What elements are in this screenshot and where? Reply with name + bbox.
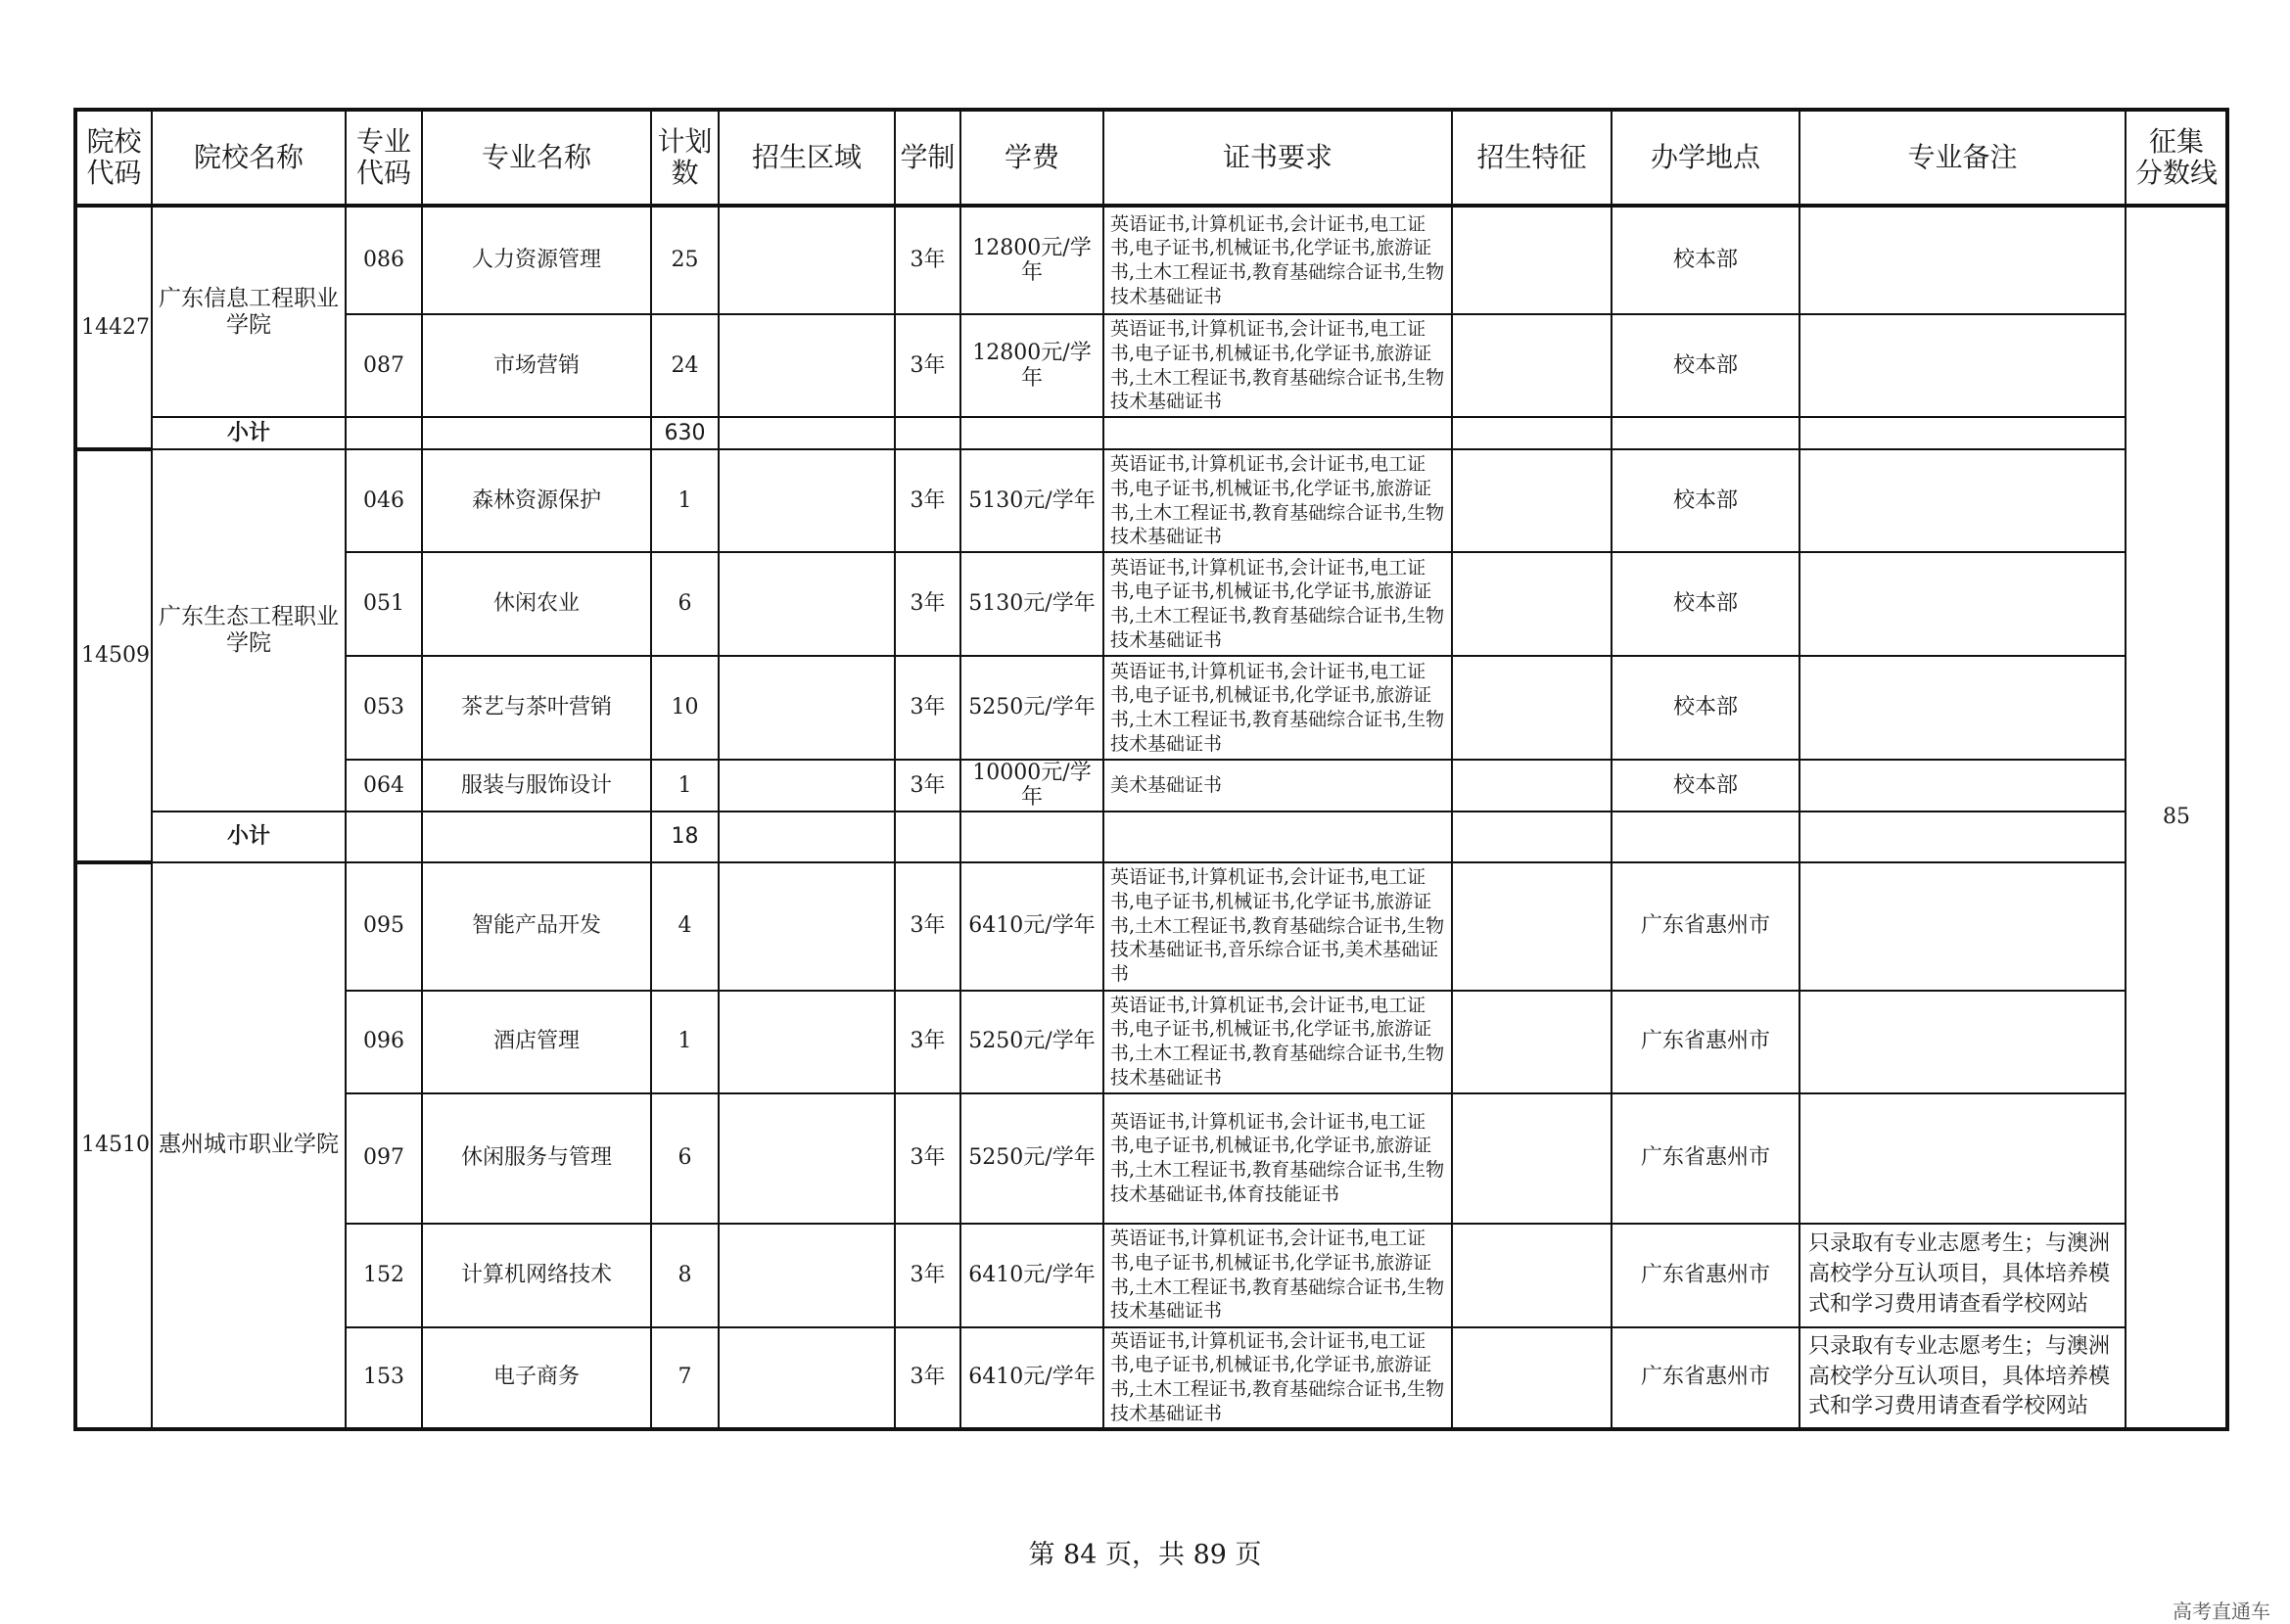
table-row	[75, 552, 2227, 656]
empty-cell	[1103, 812, 1452, 862]
empty-cell	[719, 417, 895, 449]
school-name: 惠州城市职业学院	[152, 862, 346, 1429]
duration: 3年	[895, 991, 960, 1093]
region	[719, 862, 895, 991]
major-name: 茶艺与茶叶营销	[422, 656, 651, 760]
subtotal-plan: 18	[651, 812, 719, 862]
table-header-row	[75, 110, 2227, 206]
major-note	[1799, 760, 2126, 812]
duration: 3年	[895, 1093, 960, 1224]
major-note	[1799, 991, 2126, 1093]
cert-requirement: 英语证书,计算机证书,会计证书,电工证书,电子证书,机械证书,化学证书,旅游证书,土木工程证书,教育基础综合证书,生物技术基础证书,体育技能证书	[1103, 1093, 1452, 1224]
enrollment-feature	[1452, 1327, 1612, 1429]
duration: 3年	[895, 449, 960, 552]
tuition-fee: 5250元/学年	[960, 991, 1103, 1093]
tuition-fee: 12800元/学年	[960, 206, 1103, 314]
plan-count: 6	[651, 552, 719, 656]
major-code: 095	[346, 862, 422, 991]
empty-cell	[346, 812, 422, 862]
watermark: 高考直通车	[2173, 1600, 2270, 1623]
cert-requirement: 英语证书,计算机证书,会计证书,电工证书,电子证书,机械证书,化学证书,旅游证书,土木工程证书,教育基础综合证书,生物技术基础证书	[1103, 449, 1452, 552]
page-number: 第 84 页，共 89 页	[1028, 1540, 1262, 1570]
duration: 3年	[895, 862, 960, 991]
major-name: 酒店管理	[422, 991, 651, 1093]
region	[719, 991, 895, 1093]
plan-count: 8	[651, 1224, 719, 1327]
plan-count: 7	[651, 1327, 719, 1429]
major-name: 市场营销	[422, 314, 651, 417]
campus-location: 广东省惠州市	[1612, 1093, 1799, 1224]
subtotal-plan: 630	[651, 417, 719, 449]
tuition-fee: 5250元/学年	[960, 1093, 1103, 1224]
school-code: 14510	[75, 862, 152, 1429]
major-note	[1799, 449, 2126, 552]
school-code: 14509	[75, 449, 152, 862]
region	[719, 314, 895, 417]
duration: 3年	[895, 1327, 960, 1429]
cert-requirement: 英语证书,计算机证书,会计证书,电工证书,电子证书,机械证书,化学证书,旅游证书,土木工程证书,教育基础综合证书,生物技术基础证书	[1103, 314, 1452, 417]
enrollment-feature	[1452, 449, 1612, 552]
cert-requirement: 英语证书,计算机证书,会计证书,电工证书,电子证书,机械证书,化学证书,旅游证书,土木工程证书,教育基础综合证书,生物技术基础证书	[1103, 991, 1452, 1093]
region	[719, 656, 895, 760]
campus-location: 校本部	[1612, 656, 1799, 760]
score-line-value: 85	[2126, 206, 2227, 1429]
empty-cell	[346, 417, 422, 449]
region	[719, 206, 895, 314]
enrollment-feature	[1452, 656, 1612, 760]
plan-count: 25	[651, 206, 719, 314]
tuition-fee: 6410元/学年	[960, 1224, 1103, 1327]
major-code: 053	[346, 656, 422, 760]
tuition-fee: 12800元/学年	[960, 314, 1103, 417]
major-name: 休闲服务与管理	[422, 1093, 651, 1224]
table-row	[75, 656, 2227, 760]
major-code: 096	[346, 991, 422, 1093]
empty-cell	[422, 812, 651, 862]
header-note: 专业备注	[1799, 110, 2126, 206]
region	[719, 760, 895, 812]
school-name: 广东生态工程职业学院	[152, 449, 346, 812]
cert-requirement: 英语证书,计算机证书,会计证书,电工证书,电子证书,机械证书,化学证书,旅游证书,土木工程证书,教育基础综合证书,生物技术基础证书	[1103, 1224, 1452, 1327]
plan-count: 24	[651, 314, 719, 417]
table-row	[75, 1327, 2227, 1429]
tuition-fee: 5130元/学年	[960, 552, 1103, 656]
header-region: 招生区域	[719, 110, 895, 206]
campus-location: 广东省惠州市	[1612, 862, 1799, 991]
enrollment-feature	[1452, 1093, 1612, 1224]
empty-cell	[895, 812, 960, 862]
campus-location: 校本部	[1612, 760, 1799, 812]
enrollment-feature	[1452, 1224, 1612, 1327]
major-code: 046	[346, 449, 422, 552]
table-row	[75, 449, 2227, 552]
region	[719, 1093, 895, 1224]
table-row	[75, 862, 2227, 991]
tuition-fee: 10000元/学年	[960, 760, 1103, 812]
duration: 3年	[895, 314, 960, 417]
major-code: 097	[346, 1093, 422, 1224]
cert-requirement: 英语证书,计算机证书,会计证书,电工证书,电子证书,机械证书,化学证书,旅游证书,土木工程证书,教育基础综合证书,生物技术基础证书,音乐综合证书,美术基础证书	[1103, 862, 1452, 991]
plan-count: 1	[651, 760, 719, 812]
region	[719, 1224, 895, 1327]
duration: 3年	[895, 552, 960, 656]
empty-cell	[1452, 812, 1612, 862]
subtotal-label: 小计	[152, 812, 346, 862]
major-code: 051	[346, 552, 422, 656]
major-note: 只录取有专业志愿考生；与澳洲高校学分互认项目，具体培养模式和学习费用请查看学校网站	[1799, 1327, 2126, 1429]
cert-requirement: 英语证书,计算机证书,会计证书,电工证书,电子证书,机械证书,化学证书,旅游证书,土木工程证书,教育基础综合证书,生物技术基础证书	[1103, 1327, 1452, 1429]
school-name: 广东信息工程职业学院	[152, 206, 346, 417]
major-code: 152	[346, 1224, 422, 1327]
campus-location: 校本部	[1612, 206, 1799, 314]
header-major-name: 专业名称	[422, 110, 651, 206]
header-major-code: 专业 代码	[346, 110, 422, 206]
enrollment-feature	[1452, 206, 1612, 314]
major-name: 森林资源保护	[422, 449, 651, 552]
table-row	[75, 760, 2227, 812]
major-code: 153	[346, 1327, 422, 1429]
empty-cell	[1799, 417, 2126, 449]
major-note	[1799, 656, 2126, 760]
major-note: 只录取有专业志愿考生；与澳洲高校学分互认项目，具体培养模式和学习费用请查看学校网站	[1799, 1224, 2126, 1327]
header-school-code: 院校 代码	[75, 110, 152, 206]
table-row	[75, 991, 2227, 1093]
admission-table	[73, 108, 2229, 1431]
cert-requirement: 英语证书,计算机证书,会计证书,电工证书,电子证书,机械证书,化学证书,旅游证书,土木工程证书,教育基础综合证书,生物技术基础证书	[1103, 656, 1452, 760]
cert-requirement: 美术基础证书	[1103, 760, 1452, 812]
major-name: 休闲农业	[422, 552, 651, 656]
major-code: 064	[346, 760, 422, 812]
region	[719, 552, 895, 656]
campus-location: 校本部	[1612, 449, 1799, 552]
empty-cell	[1799, 812, 2126, 862]
empty-cell	[719, 812, 895, 862]
major-note	[1799, 862, 2126, 991]
major-note	[1799, 1093, 2126, 1224]
table-row	[75, 206, 2227, 314]
empty-cell	[1612, 417, 1799, 449]
major-note	[1799, 314, 2126, 417]
header-duration: 学制	[895, 110, 960, 206]
empty-cell	[960, 812, 1103, 862]
header-score-line: 征集 分数线	[2126, 110, 2227, 206]
campus-location: 校本部	[1612, 314, 1799, 417]
table-row	[75, 1093, 2227, 1224]
tuition-fee: 6410元/学年	[960, 1327, 1103, 1429]
subtotal-label: 小计	[152, 417, 346, 449]
campus-location: 广东省惠州市	[1612, 1327, 1799, 1429]
plan-count: 1	[651, 449, 719, 552]
tuition-fee: 6410元/学年	[960, 862, 1103, 991]
major-note	[1799, 206, 2126, 314]
major-note	[1799, 552, 2126, 656]
header-location: 办学地点	[1612, 110, 1799, 206]
empty-cell	[895, 417, 960, 449]
duration: 3年	[895, 760, 960, 812]
empty-cell	[1103, 417, 1452, 449]
enrollment-feature	[1452, 760, 1612, 812]
empty-cell	[1612, 812, 1799, 862]
duration: 3年	[895, 656, 960, 760]
header-school-name: 院校名称	[152, 110, 346, 206]
subtotal-row	[75, 812, 2227, 862]
header-feature: 招生特征	[1452, 110, 1612, 206]
header-plan: 计划 数	[651, 110, 719, 206]
major-name: 智能产品开发	[422, 862, 651, 991]
header-fee: 学费	[960, 110, 1103, 206]
plan-count: 6	[651, 1093, 719, 1224]
plan-count: 4	[651, 862, 719, 991]
table-row	[75, 314, 2227, 417]
school-code: 14427	[75, 206, 152, 449]
major-name: 人力资源管理	[422, 206, 651, 314]
tuition-fee: 5130元/学年	[960, 449, 1103, 552]
empty-cell	[422, 417, 651, 449]
major-name: 电子商务	[422, 1327, 651, 1429]
campus-location: 广东省惠州市	[1612, 1224, 1799, 1327]
enrollment-feature	[1452, 552, 1612, 656]
major-name: 计算机网络技术	[422, 1224, 651, 1327]
campus-location: 校本部	[1612, 552, 1799, 656]
campus-location: 广东省惠州市	[1612, 991, 1799, 1093]
enrollment-feature	[1452, 862, 1612, 991]
duration: 3年	[895, 1224, 960, 1327]
header-cert: 证书要求	[1103, 110, 1452, 206]
major-code: 087	[346, 314, 422, 417]
cert-requirement: 英语证书,计算机证书,会计证书,电工证书,电子证书,机械证书,化学证书,旅游证书,土木工程证书,教育基础综合证书,生物技术基础证书	[1103, 552, 1452, 656]
cert-requirement: 英语证书,计算机证书,会计证书,电工证书,电子证书,机械证书,化学证书,旅游证书,土木工程证书,教育基础综合证书,生物技术基础证书	[1103, 206, 1452, 314]
region	[719, 1327, 895, 1429]
empty-cell	[960, 417, 1103, 449]
major-code: 086	[346, 206, 422, 314]
table-row	[75, 1224, 2227, 1327]
enrollment-feature	[1452, 314, 1612, 417]
empty-cell	[1452, 417, 1612, 449]
plan-count: 1	[651, 991, 719, 1093]
region	[719, 449, 895, 552]
enrollment-feature	[1452, 991, 1612, 1093]
plan-count: 10	[651, 656, 719, 760]
subtotal-row	[75, 417, 2227, 449]
major-name: 服装与服饰设计	[422, 760, 651, 812]
duration: 3年	[895, 206, 960, 314]
tuition-fee: 5250元/学年	[960, 656, 1103, 760]
